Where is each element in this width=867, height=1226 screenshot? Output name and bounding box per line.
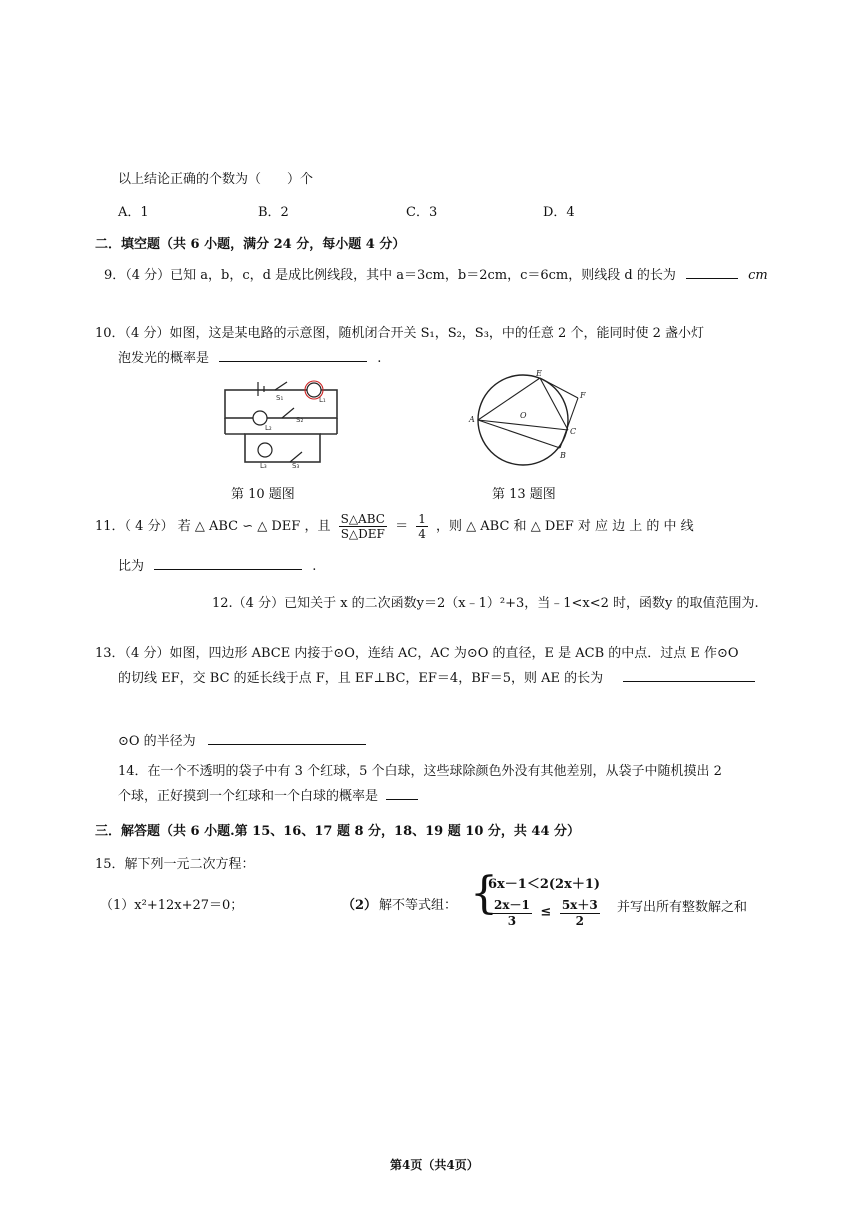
ineq2-lhs	[492, 896, 532, 928]
circuit-diagram	[220, 378, 345, 470]
ineq1: 6x－1＜2(2x＋1)	[488, 877, 601, 892]
q14-line1: 14．在一个不透明的袋子中有 3 个红球，5 个白球，这些球除颜色外没有其他差别，从袋子中随机摸出 2	[118, 764, 722, 779]
circle-diagram	[466, 368, 596, 472]
label-o: O	[520, 411, 527, 420]
label-b: B	[560, 451, 566, 460]
q13-radius-blank[interactable]	[208, 732, 366, 745]
label-a: A	[469, 415, 475, 424]
q10-end: .	[377, 351, 382, 366]
label-l1: L₁	[319, 396, 326, 404]
label-l3: L₃	[260, 462, 267, 470]
q11-end: .	[312, 559, 317, 574]
q8-stem: 以上结论正确的个数为（ ）个	[118, 172, 314, 187]
q13-line2-text: 的切线 EF，交 BC 的延长线于点 F，且 EF⊥BC，EF＝4，BF＝5，则 AE 的长为	[118, 671, 604, 686]
q15-part2-text: 解不等式组：	[379, 898, 458, 913]
q8-option-d: D．4	[543, 205, 575, 220]
q11-frac-den: S△DEF	[340, 527, 385, 541]
label-e: E	[536, 369, 542, 378]
q13-line3	[118, 730, 366, 749]
q10-stem-tail: 泡发光的概率是	[118, 351, 210, 366]
label-c: C	[570, 427, 577, 436]
q14-answer-blank[interactable]	[386, 787, 418, 800]
q10-line1: 10．（4 分）如图，这是某电路的示意图，随机闭合开关 S₁，S₂，S₃，中的任意 2 个，能同时使 2 盏小灯	[95, 326, 705, 341]
q13-line2	[118, 667, 755, 686]
label-s1: S₁	[276, 394, 284, 402]
label-f: F	[580, 391, 586, 400]
q8-option-a: A．1	[118, 205, 149, 220]
ineq2-lhs-num: 2x－1	[494, 898, 530, 912]
fig13-caption: 第 13 题图	[492, 487, 556, 502]
fig10-caption: 第 10 题图	[231, 487, 295, 502]
section3-title: 三．解答题（共 6 小题.第 15、16、17 题 8 分，18、19 题 10 分，共 44 分）	[95, 824, 581, 839]
ineq2	[488, 896, 604, 928]
q10-line2	[118, 347, 381, 366]
q11-val-num: 1	[418, 512, 426, 526]
ineq2-rhs-num: 5x＋3	[561, 898, 598, 912]
q9-unit: cm	[748, 268, 768, 283]
q9-answer-blank[interactable]	[686, 266, 738, 279]
q11-line2	[118, 555, 316, 574]
ineq2-lhs-den: 3	[507, 914, 517, 928]
q11-line1	[95, 512, 694, 541]
q15-part2-label: （2）	[342, 898, 378, 913]
q11-eq: ＝	[395, 519, 409, 534]
q11-suffix: ，则 △ ABC 和 △ DEF 对 应 边 上 的 中 线	[436, 519, 694, 534]
q11-value	[416, 512, 428, 541]
q11-answer-blank[interactable]	[154, 557, 302, 570]
q14-line2	[118, 785, 418, 804]
q8-option-c: C．3	[406, 205, 438, 220]
label-l2: L₂	[265, 424, 272, 432]
q9-text	[104, 264, 768, 283]
q11-area-ratio	[339, 512, 387, 541]
ineq2-rhs	[560, 896, 600, 928]
q8-option-b: B．2	[258, 205, 289, 220]
q11-val-den: 4	[418, 527, 426, 541]
q15-part2-tail: 并写出所有整数解之和	[617, 900, 748, 915]
q11-prefix: 11．（ 4 分） 若 △ ABC ∽ △ DEF ，且	[95, 519, 331, 534]
q15-part1: （1）x²+12x+27＝0；	[100, 898, 244, 913]
q15-stem: 15．解下列一元二次方程：	[95, 857, 255, 872]
q13-line1: 13．（4 分）如图，四边形 ABCE 内接于⊙O，连结 AC，AC 为⊙O 的直径，E 是 ACB 的中点．过点 E 作⊙O	[95, 646, 739, 661]
label-s3: S₃	[292, 462, 300, 470]
section2-title: 二．填空题（共 6 小题，满分 24 分，每小题 4 分）	[95, 237, 406, 252]
ineq2-op: ≤	[540, 904, 552, 920]
q9-stem: 9．（4 分）已知 a，b，c，d 是成比例线段，其中 a＝3cm，b＝2cm，c＝6cm，则线段 d 的长为	[104, 268, 676, 283]
system-brace: {	[470, 868, 498, 919]
q14-line2-text: 个球，正好摸到一个红球和一个白球的概率是	[118, 789, 379, 804]
q10-answer-blank[interactable]	[219, 349, 367, 362]
q11-frac-num: S△ABC	[340, 512, 385, 526]
q11-line2-text: 比为	[118, 559, 145, 574]
page-footer: 第4页（共4页）	[390, 1158, 479, 1172]
q12-text: 12.（4 分）已知关于 x 的二次函数y＝2（x﹣1）²+3，当﹣1<x<2 时，函数y 的取值范围为.	[212, 596, 759, 611]
ineq2-rhs-den: 2	[575, 914, 584, 928]
q13-ae-blank[interactable]	[623, 669, 755, 682]
q13-line3-text: ⊙O 的半径为	[118, 734, 196, 749]
label-s2: S₂	[296, 416, 304, 424]
